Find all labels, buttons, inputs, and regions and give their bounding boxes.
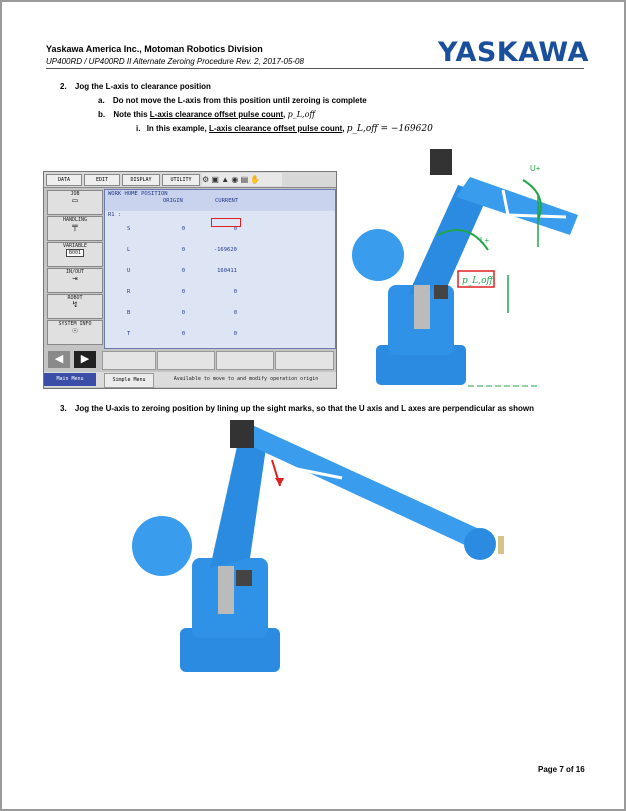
offset-label: p_L,off: [462, 276, 493, 286]
origin-u: 0: [181, 268, 185, 274]
axis-t: T: [127, 331, 131, 337]
step2b-math: p_L,off: [287, 110, 316, 119]
status-icons: [202, 173, 282, 186]
axis-r: R: [127, 289, 131, 295]
side-button-robot-label: ROBOT: [67, 295, 83, 301]
next-page-icon[interactable]: ▶: [74, 351, 96, 368]
side-button-job[interactable]: [47, 190, 103, 215]
robot2-arm-logo: YASKAWA: [369, 506, 399, 524]
step2b-text-pre: Note this: [113, 110, 150, 119]
step2-text: Jog the L-axis to clearance position: [74, 82, 211, 91]
step2-number: 2.: [60, 82, 67, 91]
hand-icon: ✋: [250, 175, 261, 184]
menu-tab-data[interactable]: DATA: [46, 174, 82, 186]
axis-s: S: [127, 226, 131, 232]
variable-value-box: B001: [66, 249, 84, 257]
simple-menu-button[interactable]: Simple Menu: [104, 373, 154, 388]
header-document-title: UP400RD / UP400RD II Alternate Zeroing Procedure Rev. 2, 2017-05-08: [46, 57, 304, 66]
soft-key-3[interactable]: [216, 351, 274, 370]
gripper-icon: ╤: [72, 222, 78, 232]
step2b-label: b.: [98, 110, 106, 119]
soft-key-1[interactable]: [102, 351, 156, 370]
speed-icon: ◉: [231, 175, 239, 184]
step3-line: [60, 404, 534, 413]
prev-page-icon[interactable]: ◀: [48, 351, 70, 368]
side-button-system-info[interactable]: [47, 320, 103, 345]
axis-b: B: [127, 310, 131, 316]
robot-arm-icon: ↯: [72, 300, 78, 310]
side-button-handling-label: HANDLING: [62, 217, 88, 223]
current-r: 0: [233, 289, 237, 295]
step2bi-text-pre: In this example,: [146, 124, 209, 133]
step2b-line: [98, 110, 315, 119]
step2-line: [60, 82, 211, 91]
side-button-system-info-label: SYSTEM INFO: [58, 321, 92, 327]
panel-title: WORK HOME POSITION: [108, 191, 168, 197]
robot2-upper-arm: [238, 424, 490, 552]
job-icon: ▭: [72, 196, 78, 206]
origin-r: 0: [181, 289, 185, 295]
robot-clearance-figure: [338, 135, 590, 389]
pendant-menu-bar: [44, 172, 336, 188]
robot-motor-l: [434, 285, 448, 299]
io-icon: ⇥: [72, 274, 78, 284]
yaskawa-logo: YASKAWA: [438, 37, 589, 68]
current-s: 0: [233, 226, 237, 232]
current-l-highlight: [211, 218, 241, 227]
step3-text: Jog the U-axis to zeroing position by lining up the sight marks, so that the U axis and L axes are perpendicular as shown: [74, 404, 534, 413]
robot2-motor-top: [230, 420, 254, 448]
lock-icon: ▤: [240, 175, 249, 184]
step2a-label: a.: [98, 96, 105, 105]
side-button-job-label: JOB: [70, 191, 80, 197]
robot-counterweight: [352, 229, 404, 281]
step2a-line: [98, 96, 367, 105]
axis-l: L: [127, 247, 131, 253]
side-button-robot[interactable]: [47, 294, 103, 319]
u-plus-label: U+: [530, 164, 541, 173]
step2bi-label: i.: [136, 124, 141, 133]
robot2-lower-arm: [210, 442, 266, 568]
robot-zeroing-figure: [120, 418, 510, 678]
current-column: [205, 212, 237, 352]
robot2-red-arrowhead: [275, 478, 284, 486]
page-number: Page 7 of 16: [538, 765, 585, 774]
side-button-handling[interactable]: [47, 216, 103, 241]
origin-s: 0: [181, 226, 185, 232]
origin-t: 0: [181, 331, 185, 337]
robot2-flange: [498, 536, 504, 554]
robot2-motor-l: [236, 570, 252, 586]
origin-column: [175, 212, 185, 352]
l-plus-label: L+: [480, 236, 490, 245]
step2bi-math: p_L,off = −169620: [346, 124, 433, 134]
robot2-wrist: [464, 528, 496, 560]
teach-pendant-screen: [43, 171, 337, 389]
col-current-header: CURRENT: [215, 198, 239, 204]
side-button-inout[interactable]: [47, 268, 103, 293]
system-info-icon: ☉: [72, 326, 78, 336]
current-t: 0: [233, 331, 237, 337]
robot-icon: ⚙: [202, 175, 210, 184]
side-button-inout-label: IN/OUT: [65, 269, 85, 275]
current-l: -169620: [213, 247, 237, 253]
soft-key-2[interactable]: [157, 351, 215, 370]
step3-number: 3.: [60, 404, 67, 413]
side-button-variable[interactable]: [47, 242, 103, 267]
step2bi-link: L-axis clearance offset pulse count: [208, 124, 343, 133]
current-u: 160411: [217, 268, 237, 274]
status-message: Available to move to and modify operation origin: [173, 376, 319, 382]
step2a-text: Do not move the L-axis from this position until zeroing is complete: [112, 96, 367, 105]
main-menu-button[interactable]: Main Menu: [44, 373, 96, 386]
signal-icon: ▲: [221, 175, 230, 184]
menu-tab-edit[interactable]: EDIT: [84, 174, 120, 186]
origin-l: 0: [181, 247, 185, 253]
menu-tab-display[interactable]: DISPLAY: [122, 174, 160, 186]
mode-icon: ▣: [211, 175, 219, 184]
header-company: Yaskawa America Inc., Motoman Robotics Division: [46, 44, 263, 54]
step2b-link: L-axis clearance offset pulse count: [149, 110, 284, 119]
robot2-counterweight: [132, 516, 192, 576]
header-rule: [46, 68, 584, 69]
robot-id: R1 :: [108, 212, 122, 218]
soft-key-4[interactable]: [275, 351, 334, 370]
robot2-sight-mark: [218, 566, 234, 614]
robot-motor-top: [430, 149, 452, 175]
axis-u: U: [127, 268, 131, 274]
pendant-status-bar: [44, 372, 336, 387]
origin-b: 0: [181, 310, 185, 316]
pendant-bottom-row: [44, 349, 336, 370]
side-button-variable-label: VARIABLE: [62, 243, 88, 249]
step2bi-line: [136, 124, 433, 134]
robot-sight-mark: [414, 285, 430, 329]
menu-tab-utility[interactable]: UTILITY: [162, 174, 200, 186]
work-home-position-panel: [104, 189, 336, 349]
col-origin-header: ORIGIN: [163, 198, 183, 204]
axis-column: [127, 212, 154, 352]
step2b-text-post: ,: [283, 110, 288, 119]
step2bi-text-post: ,: [342, 124, 347, 133]
current-b: 0: [233, 310, 237, 316]
